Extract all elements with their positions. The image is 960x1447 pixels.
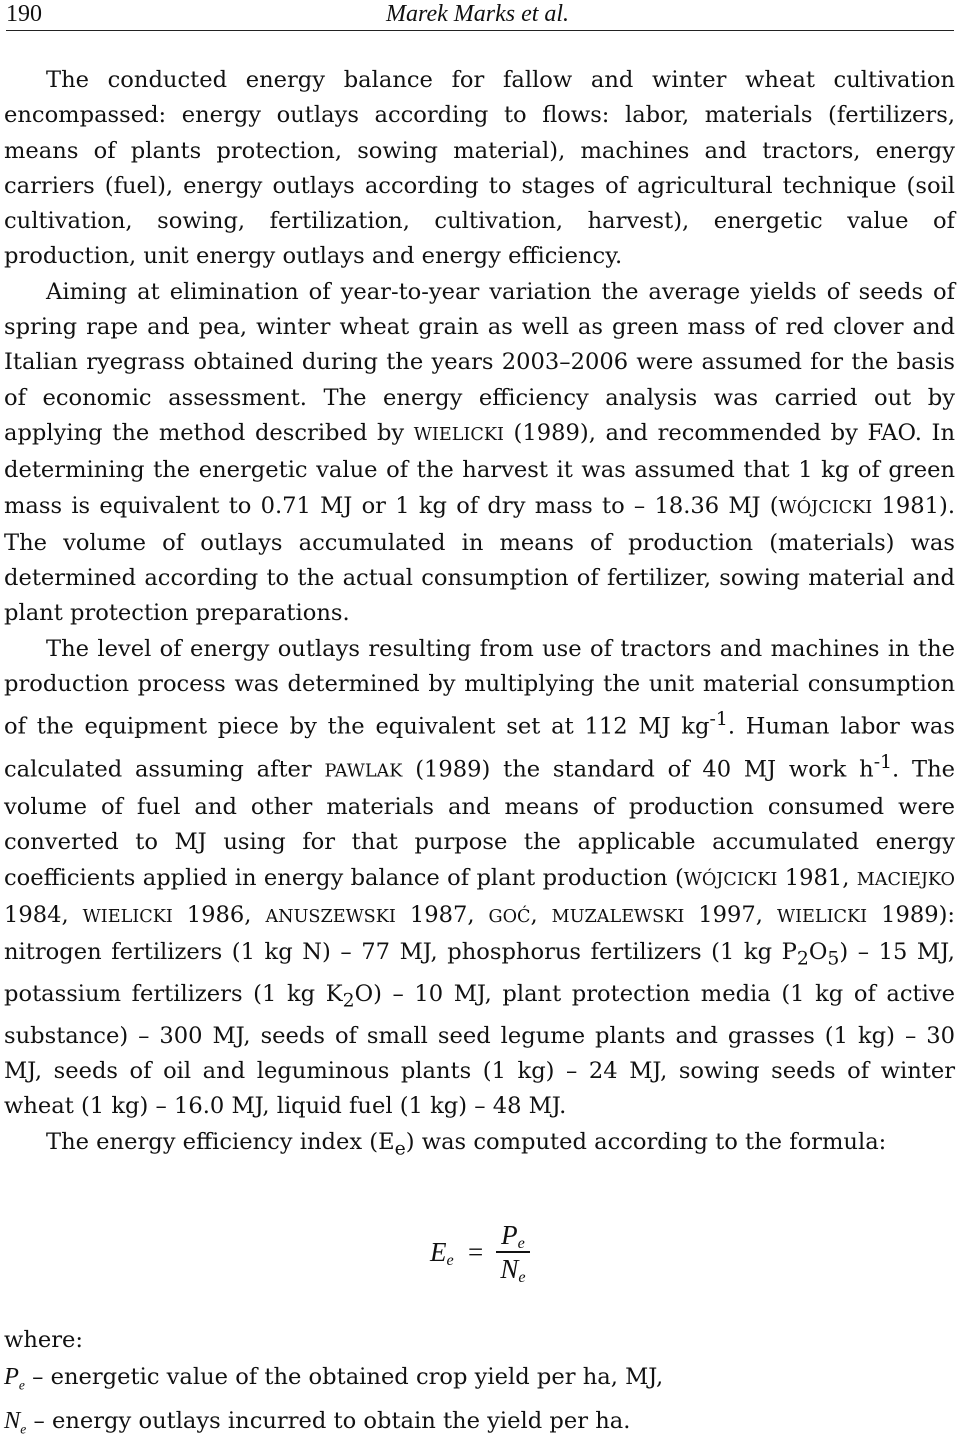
citation-wielicki-3: WIELICKI <box>776 906 868 927</box>
paragraph-methodology: Aiming at elimination of year-to-year variation the average yields of seeds of spring rape and pea, winter wheat grain as well as green mass of red clover and Italian ryegrass obtained during the years 2003–2006 were assumed for the basis of economic assessment. The energy efficiency analysis was carried out by applying the method described by WIELICKI (1989), and recommended by FAO. In determining the energetic value of the harvest it was assumed that 1 kg of green mass is equivalent to 0.71 MJ or 1 kg of dry mass to – 18.36 MJ (WÓJCICKI 1981). The volume of outlays accumulated in means of production (materials) was determined according to the actual consumption of fertilizer, sowing material and plant protection preparations. <box>4 278 955 627</box>
page-number: 190 <box>6 1 42 27</box>
paragraph-formula-intro: The energy efficiency index $(E_e)$ was computed according to the formula: <box>46 1128 887 1160</box>
formula-numerator: $P_e$ <box>501 1220 525 1253</box>
formula-equals: = <box>468 1237 484 1267</box>
definition-ne: $N_e$ – energy outlays incurred to obtain the yield per ha. <box>4 1406 631 1437</box>
citation-wojcicki-2: WÓJCICKI <box>683 869 778 890</box>
formula-denominator: $N_e$ <box>500 1253 526 1286</box>
page-header <box>6 0 954 31</box>
paragraph-energy-coefficients: The level of energy outlays resulting from use of tractors and machines in the production process was determined by multiplying the unit material consumption of the equipment piece by the equivalent set at 112 MJ $kg^{-1}$. Human labor was calculated assuming after PAWLAK (1989) the standard of 40 MJ work $h^{-1}$. The volume of fuel and other materials and means of production consumed were converted to MJ using for that purpose the applicable accumulated energy coefficients applied in energy balance of plant production (WÓJCICKI 1981, MACIEJKO 1984, WIELICKI 1986, ANUSZEWSKI 1987, GOĆ, MUZALEWSKI 1997, WIELICKI 1989): nitrogen fertilizers (1 kg N) – 77 MJ, phosphorus fertilizers (1 kg $P_2O_5) - 15$ MJ, potassium fertilizers (1 kg $K_2O) - 10$ MJ, plant protection media (1 kg of active substance) – 300 MJ, seeds of small seed legume plants and grasses (1 kg) – 30 MJ, seeds of oil and leguminous plants (1 kg) – 24 MJ, sowing seeds of winter wheat (1 kg) – 16.0 MJ, liquid fuel (1 kg) – 48 MJ. <box>4 635 956 1120</box>
formula-lhs: $E_e$ <box>430 1237 454 1270</box>
citation-wielicki-2: WIELICKI <box>82 906 173 927</box>
paragraph-energy-balance: The conducted energy balance for fallow and winter wheat cultivation encompassed: energy outlays according to flows: labor, materials (fertilizers, means of plants protection, sowing material), machines and tractors, energy carriers (fuel), energy outlays according to stages of agricultural technique (soil cultivation, sowing, fertilization, cultivation, harvest), energetic value of production, unit energy outlays and energy efficiency. <box>4 67 955 270</box>
citation-goc: GOĆ <box>488 906 531 927</box>
citation-pawlak: PAWLAK <box>324 761 403 782</box>
citation-wielicki: WIELICKI <box>413 424 504 445</box>
citation-muzalewski: MUZALEWSKI <box>551 906 685 927</box>
formula-fraction <box>496 1220 530 1284</box>
symbol-definitions <box>4 1323 955 1447</box>
citation-maciejko: MACIEJKO <box>856 869 955 890</box>
where-label: where: <box>4 1327 84 1353</box>
fraction-bar <box>496 1251 530 1253</box>
citation-anuszewski: ANUSZEWSKI <box>265 906 396 927</box>
article-body <box>4 63 955 1167</box>
citation-wojcicki: WÓJCICKI <box>778 497 873 518</box>
running-title: Marek Marks et al. <box>386 1 570 27</box>
definition-pe: $P_e$ – energetic value of the obtained crop yield per ha, MJ, <box>4 1362 664 1393</box>
